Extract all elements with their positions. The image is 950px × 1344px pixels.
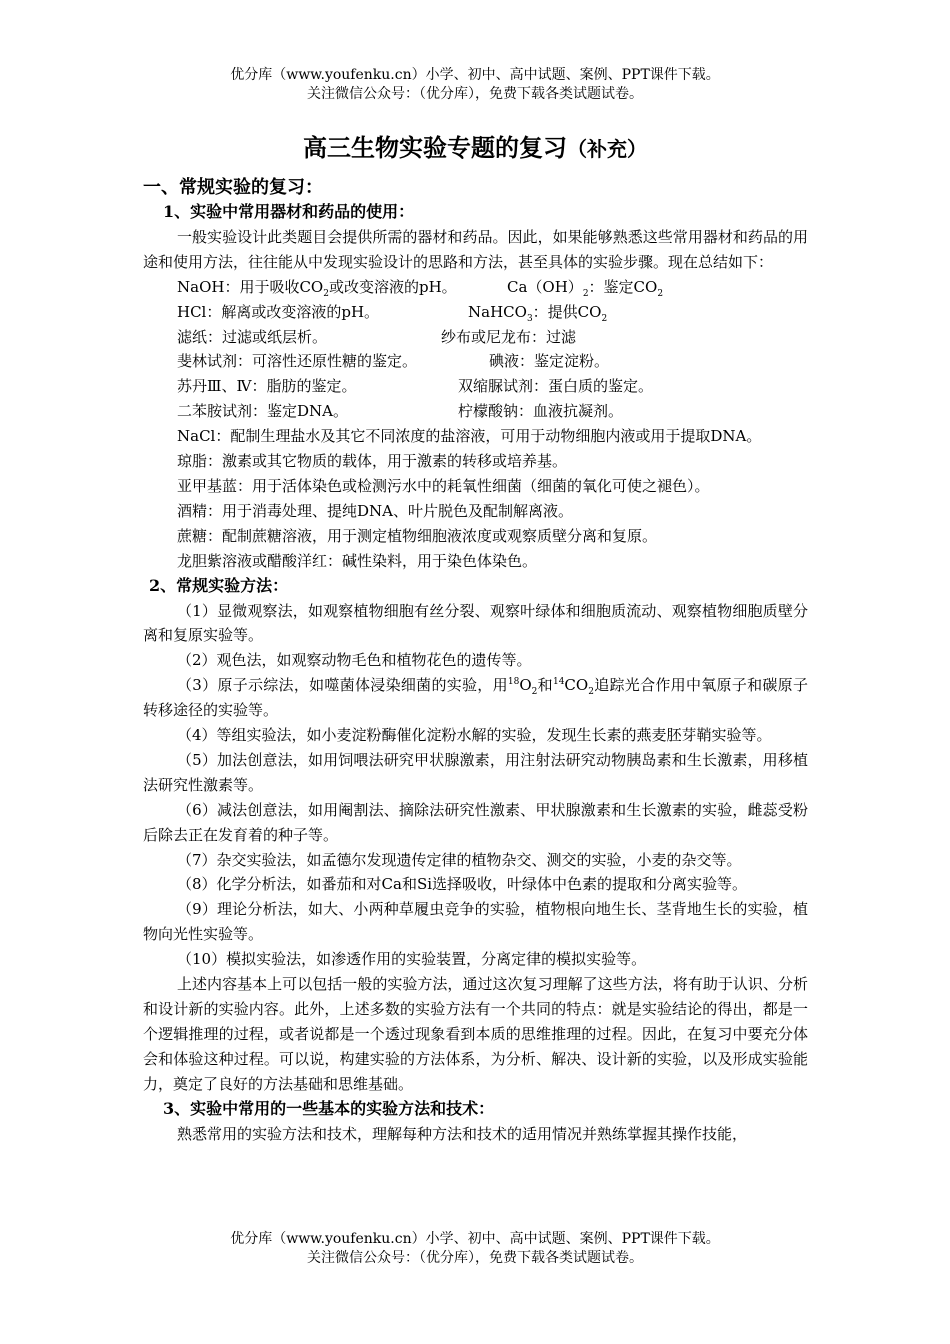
reagent-filter-paper: 滤纸：过滤或纸层析。 <box>177 327 328 346</box>
method-item: （4）等组实验法，如小麦淀粉酶催化淀粉水解的实验，发现生长素的燕麦胚芽鞘实验等。 <box>177 726 772 745</box>
method-item: （9）理论分析法，如大、小两种草履虫竞争的实验，植物根向地生长、茎背地生长的实验，植物向光性实验等。 <box>143 900 808 944</box>
reagent-caoh2: $Ca(OH)_2$：鉴定$CO_2$ <box>507 277 664 299</box>
reagent-nahco3: NaHCO$_3$：提供$CO_2$ <box>468 302 608 324</box>
method-item: （3）原子示综法，如噬菌体浸染细菌的实验，用$^{18}O_2$和$^{14}CO_2$追踪光合作用中氧原子和碳原子转移途径的实验等。 <box>143 676 808 720</box>
reagent-gauze: 纱布或尼龙布：过滤 <box>441 327 577 346</box>
header-line-1: 优分库（www.youfenku.cn）小学、初中、高中试题、案例、PPT课件下载。 <box>230 67 720 83</box>
reagent-methylene-blue: 亚甲基蓝：用于活体染色或检测污水中的耗氧性细菌（细菌的氧化可使之褪色）。 <box>177 476 710 495</box>
footer-watermark <box>0 1230 950 1268</box>
subsection-3-heading: 3、实验中常用的一些基本的实验方法和技术： <box>163 1098 495 1118</box>
method-item: （8）化学分析法，如番茄和对Ca和Si选择吸收，叶绿体中色素的提取和分离实验等。 <box>177 875 748 894</box>
reagent-nacl: NaCl：配制生理盐水及其它不同浓度的盐溶液，可用于动物细胞内液或用于提取DNA。 <box>177 427 762 446</box>
reagent-fehling: 斐林试剂：可溶性还原性糖的鉴定。 <box>177 352 418 371</box>
footer-line-2: 关注微信公众号：（优分库），免费下载各类试题试卷。 <box>307 1250 643 1266</box>
footer-line-1: 优分库（www.youfenku.cn）小学、初中、高中试题、案例、PPT课件下载。 <box>230 1231 720 1247</box>
subsection-1-heading: 1、实验中常用器材和药品的使用： <box>163 202 415 221</box>
reagent-sodium-citrate: 柠檬酸钠：血液抗凝剂。 <box>458 402 624 421</box>
header-line-2: 关注微信公众号：（优分库），免费下载各类试题试卷。 <box>307 86 643 102</box>
reagent-hcl: HCl：解离或改变溶液的pH。 <box>177 302 380 321</box>
subsection-1-intro: 一般实验设计此类题目会提供所需的器材和药品。因此，如果能够熟悉这些常用器材和药品的用途和使用方法，往往能从中发现实验设计的思路和方法，甚至具体的实验步骤。现在总结如下： <box>143 227 808 271</box>
method-item: （7）杂交实验法，如孟德尔发现遗传定律的植物杂交、测交的实验，小麦的杂交等。 <box>177 850 742 869</box>
reagent-row <box>143 300 808 325</box>
header-watermark <box>0 66 950 104</box>
subsection-3-intro: 熟悉常用的实验方法和技术，理解每种方法和技术的适用情况并熟练掌握其操作技能， <box>177 1124 748 1143</box>
title-suffix: （补充） <box>567 137 647 161</box>
reagent-row <box>143 374 808 399</box>
reagent-naoh: NaOH：用于吸收$CO_2$或改变溶液的pH。 <box>177 277 457 299</box>
reagent-row <box>143 399 808 424</box>
reagent-alcohol: 酒精：用于消毒处理、提纯DNA、叶片脱色及配制解离液。 <box>177 501 573 520</box>
methods-summary: 上述内容基本上可以包括一般的实验方法，通过这次复习理解了这些方法，将有助于认识、分析和设计新的实验内容。此外，上述多数的实验方法有一个共同的特点：就是实验结论的得出，都是一个逻辑推理的过程，或者说都是一个透过现象看到本质的思维推理的过程。因此，在复习中要充分体会和体验这种过程。可以说，构建实验的方法体系，为分析、解决、设计新的实验，以及形成实验能力，奠定了良好的方法基础和思维基础。 <box>143 975 808 1093</box>
reagent-row <box>143 349 808 374</box>
reagent-agar: 琼脂：激素或其它物质的载体，用于激素的转移或培养基。 <box>177 452 568 471</box>
section-1-heading: 一、常规实验的复习： <box>143 177 323 198</box>
page-title <box>0 132 950 165</box>
method-item: （5）加法创意法，如用饲喂法研究甲状腺激素，用注射法研究动物胰岛素和生长激素，用移植法研究性激素等。 <box>143 750 808 794</box>
document-body <box>143 176 808 1146</box>
method-item: （10）模拟实验法，如渗透作用的实验装置，分离定律的模拟实验等。 <box>177 950 647 969</box>
reagent-biuret: 双缩脲试剂：蛋白质的鉴定。 <box>458 377 654 396</box>
reagent-row <box>143 325 808 350</box>
reagent-sudan: 苏丹Ⅲ、Ⅳ：脂肪的鉴定。 <box>177 377 357 396</box>
reagent-sucrose: 蔗糖：配制蔗糖溶液，用于测定植物细胞液浓度或观察质壁分离和复原。 <box>177 526 658 545</box>
reagent-diphenylamine: 二苯胺试剂：鉴定DNA。 <box>177 402 348 421</box>
reagent-row <box>143 275 808 300</box>
reagent-iodine: 碘液：鉴定淀粉。 <box>489 352 610 371</box>
reagent-gentian-violet: 龙胆紫溶液或醋酸洋红：碱性染料，用于染色体染色。 <box>177 551 538 570</box>
method-item: （6）减法创意法，如用阉割法、摘除法研究性激素、甲状腺激素和生长激素的实验，雌蕊受粉后除去正在发育着的种子等。 <box>143 800 808 844</box>
method-item: （2）观色法，如观察动物毛色和植物花色的遗传等。 <box>177 651 532 670</box>
title-main: 高三生物实验专题的复习 <box>303 133 567 162</box>
method-item: （1）显微观察法，如观察植物细胞有丝分裂、观察叶绿体和细胞质流动、观察植物细胞质壁分离和复原实验等。 <box>143 601 808 645</box>
subsection-2-heading: 2、常规实验方法： <box>149 575 289 595</box>
